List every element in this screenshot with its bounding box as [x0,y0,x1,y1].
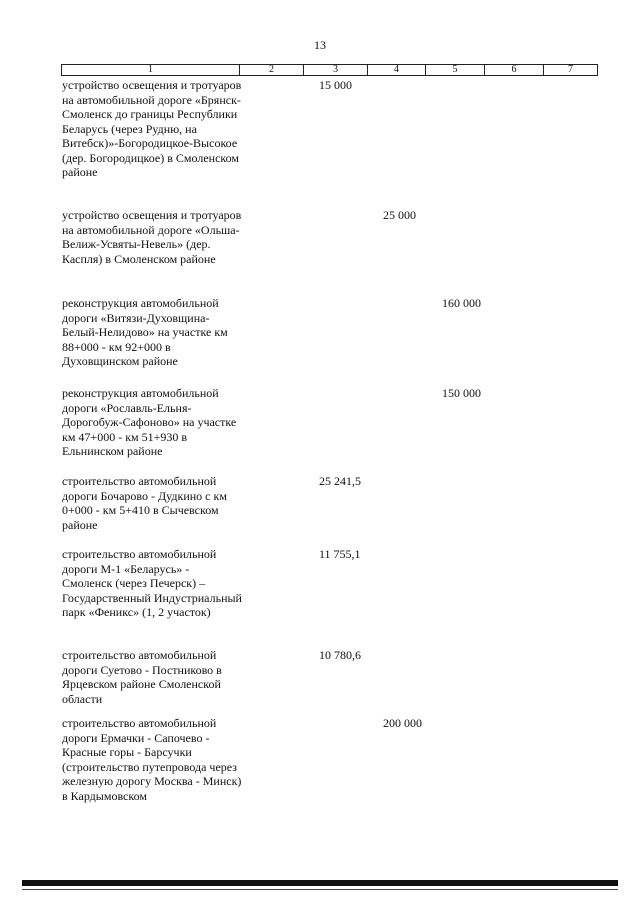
row-description: строительство автомобильной дороги М-1 «Беларусь» - Смоленск (через Печерск) – Государственный Индустриальный парк «Феникс» (1, 2 участок) [62,547,242,619]
scan-edge-bar [22,880,618,886]
row-value-col4: 25 000 [383,208,416,222]
row-description: реконструкция автомобильной дороги «Рославль-Ельня-Дорогобуж-Сафоново» на участке км 47+000 - км 51+930 в Ельнинском районе [62,386,237,458]
row-value-col3: 15 000 [319,78,352,92]
row-description: устройство освещения и тротуаров на автомобильной дороге «Брянск-Смоленск до границы Республики Беларусь (через Рудню, на Витебск)»-Богородицкое-Высокое (дер. Богородицкое) в Смоленском районе [62,78,242,179]
column-header-5: 5 [425,65,484,75]
row-description: устройство освещения и тротуаров на автомобильной дороге «Ольша-Велиж-Усвяты-Невель» (дер. Каспля) в Смоленском районе [62,208,242,266]
column-header-3: 3 [303,65,367,75]
scan-edge-line [22,889,618,890]
row-value-col4: 200 000 [383,716,422,730]
column-header-1: 1 [148,64,153,75]
row-value-col3: 11 755,1 [319,547,361,561]
row-value-col5: 150 000 [442,386,481,400]
row-description: строительство автомобильной дороги Суетово - Постниково в Ярцевском районе Смоленской области [62,648,222,706]
row-description: строительство автомобильной дороги Ермачки - Сапочево - Красные горы - Барсучки (строительство путепровода через железную дорогу Москва - Минск) в Кардымовском [62,716,242,803]
row-value-col5: 160 000 [442,296,481,310]
row-value-col3: 10 780,6 [319,648,361,662]
table-header-row [61,64,598,76]
column-header-2: 2 [239,65,303,75]
column-header-4: 4 [367,65,425,75]
row-value-col3: 25 241,5 [319,474,361,488]
column-header-6: 6 [484,65,543,75]
page-number: 13 [314,38,326,52]
row-description: строительство автомобильной дороги Бочарово - Дудкино с км 0+000 - км 5+410 в Сычевском районе [62,474,227,532]
row-description: реконструкция автомобильной дороги «Витязи-Духовщина-Белый-Нелидово» на участке км 88+000 - км 92+000 в Духовщинском районе [62,296,228,368]
column-header-7: 7 [543,65,597,75]
